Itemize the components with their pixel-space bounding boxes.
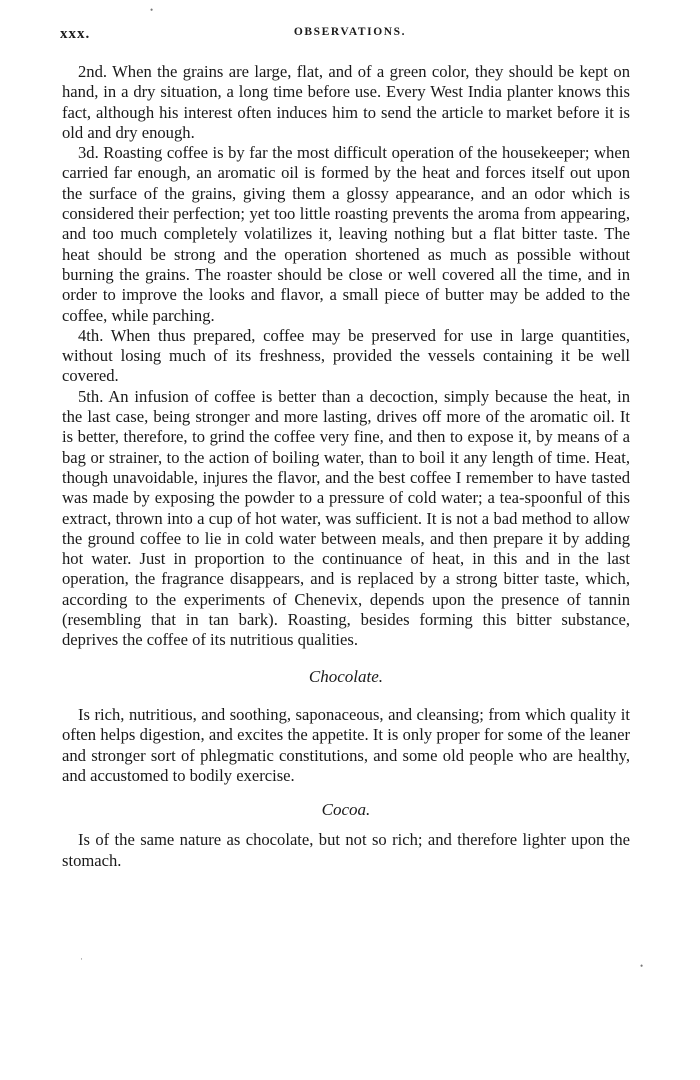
print-speck: • <box>640 961 644 971</box>
running-head: OBSERVATIONS. <box>293 26 407 38</box>
paragraph-fourth-note: 4th. When thus prepared, coffee may be preserved for use in large quantities, without losing much of its freshness, provided the vessels containing it be well covered. <box>62 325 630 386</box>
chocolate-paragraph: Is rich, nutritious, and soothing, saponaceous, and cleansing; from which quality it often helps digestion, and excites the appetite. It is only proper for some of the leaner and stronger sort of phlegmatic constitutions, and some old people who are healthy, and accustomed to bodily exercise. <box>62 704 630 785</box>
page-number: xxx. <box>60 26 91 42</box>
print-speck: · <box>80 954 83 964</box>
paragraph-third-note: 3d. Roasting coffee is by far the most difficult operation of the housekeeper; when carried far enough, an aromatic oil is formed by the heat and forces itself out upon the surface of the grains, giving them a glossy appearance, and an odor which is considered their perfection; yet too little roasting prevents the aroma from appearing, and too much completely volatilizes it, leaving nothing but a flat bitter taste. The heat should be strong and the operation shortened as much as possible without burning the grains. The roaster should be close or well covered all the time, and in order to improve the looks and flavor, a small piece of butter may be added to the coffee, while parching. <box>62 143 630 325</box>
paragraph-fifth-note: 5th. An infusion of coffee is better than a decoction, simply because the heat, in the last case, being stronger and more lasting, drives off more of the aromatic oil. It is better, therefore, to grind the coffee very fine, and then to expose it, by means of a bag or strainer, to the action of boiling water, than to boil it any length of time. Heat, though unavoidable, injures the flavor, and the best coffee I remember to have tasted was made by exposing the powder to a pressure of cold water; a tea-spoonful of this extract, thrown into a cup of hot water, was sufficient. It is not a bad method to allow the ground coffee to lie in cold water between meals, and then prepare it by adding hot water. Just in proportion to the continuance of heat, in this and in the last operation, the fragrance disappears, and is replaced by a strong bitter taste, which, according to the experiments of Chenevix, depends upon the presence of tannin (resembling that in tan bark). Roasting, besides forming this bitter substance, deprives the coffee of its nutritious qualities. <box>62 386 630 650</box>
cocoa-heading: Cocoa. <box>321 800 371 820</box>
main-text <box>62 62 630 871</box>
print-speck: • <box>150 5 154 15</box>
paragraph-second-note: 2nd. When the grains are large, flat, and of a green color, they should be kept on hand, in a dry situation, a long time before use. Every West India planter knows this fact, although his interest often induces him to send the article to market before it is old and dry enough. <box>62 62 630 142</box>
page-header <box>60 24 640 46</box>
cocoa-paragraph: Is of the same nature as chocolate, but not so rich; and therefore lighter upon the stomach. <box>62 830 630 870</box>
chocolate-heading: Chocolate. <box>308 666 384 686</box>
